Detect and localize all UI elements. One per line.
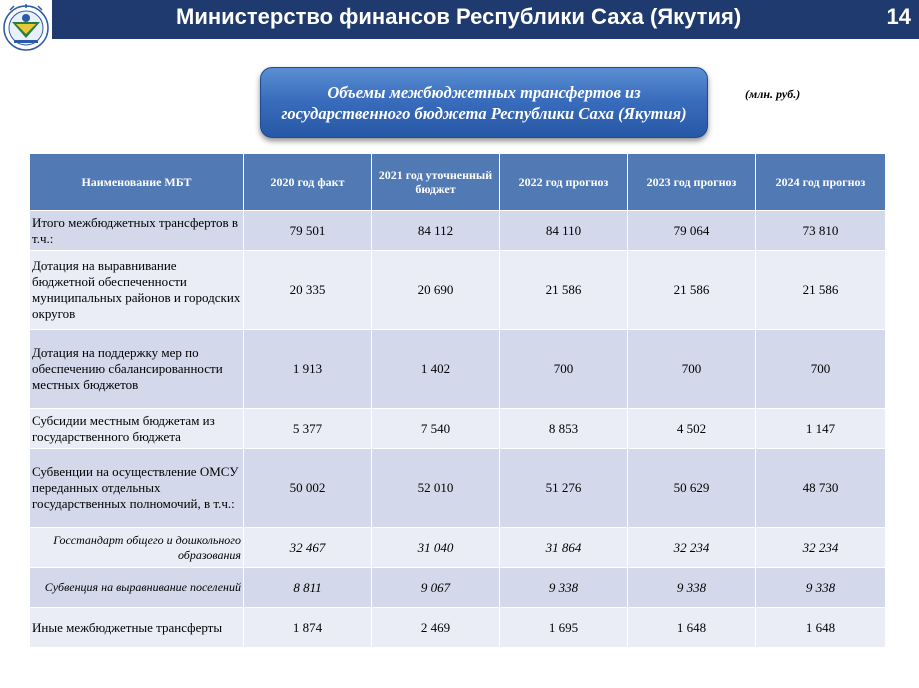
column-header: 2024 год прогноз: [756, 154, 886, 211]
column-header: 2020 год факт: [244, 154, 372, 211]
row-name: Субсидии местным бюджетам из государственного бюджета: [30, 409, 244, 449]
row-value: 51 276: [500, 449, 628, 528]
page-number: 14: [886, 4, 911, 29]
row-name: Иные межбюджетные трансферты: [30, 608, 244, 648]
row-value: 1 695: [500, 608, 628, 648]
row-value: 52 010: [372, 449, 500, 528]
row-value: 1 147: [756, 409, 886, 449]
header-title: Министерство финансов Республики Саха (Якутия): [176, 4, 742, 29]
row-value: 79 501: [244, 211, 372, 251]
row-value: 9 067: [372, 568, 500, 608]
row-value: 700: [500, 330, 628, 409]
table-row: [30, 568, 886, 608]
row-value: 1 874: [244, 608, 372, 648]
row-value: 32 234: [756, 528, 886, 568]
row-value: 48 730: [756, 449, 886, 528]
row-value: 31 864: [500, 528, 628, 568]
row-value: 21 586: [628, 251, 756, 330]
row-value: 21 586: [756, 251, 886, 330]
row-value: 21 586: [500, 251, 628, 330]
row-value: 31 040: [372, 528, 500, 568]
row-value: 20 335: [244, 251, 372, 330]
column-header: 2023 год прогноз: [628, 154, 756, 211]
row-value: 5 377: [244, 409, 372, 449]
section-title: Объемы межбюджетных трансфертов из государственного бюджета Республики Саха (Якутия): [281, 82, 687, 123]
row-value: 1 648: [756, 608, 886, 648]
row-value: 8 853: [500, 409, 628, 449]
row-value: 73 810: [756, 211, 886, 251]
row-name: Дотация на поддержку мер по обеспечению сбалансированности местных бюджетов: [30, 330, 244, 409]
column-header: Наименование МБТ: [30, 154, 244, 211]
table-row: [30, 251, 886, 330]
row-value: 1 648: [628, 608, 756, 648]
row-value: 8 811: [244, 568, 372, 608]
emblem-icon: [2, 0, 50, 62]
row-value: 1 402: [372, 330, 500, 409]
header-bar: [0, 0, 919, 39]
table-row: [30, 528, 886, 568]
section-title-banner: [260, 67, 708, 138]
row-value: 7 540: [372, 409, 500, 449]
row-value: 50 002: [244, 449, 372, 528]
table-header-row: [30, 154, 886, 211]
row-value: 9 338: [756, 568, 886, 608]
row-name: Дотация на выравнивание бюджетной обеспеченности муниципальных районов и городских округов: [30, 251, 244, 330]
table-row: [30, 608, 886, 648]
row-value: 32 234: [628, 528, 756, 568]
row-value: 9 338: [628, 568, 756, 608]
row-name: Итого межбюджетных трансфертов в т.ч.:: [30, 211, 244, 251]
row-value: 79 064: [628, 211, 756, 251]
table-row: [30, 449, 886, 528]
row-name: Субвенции на осуществление ОМСУ переданных отдельных государственных полномочий, в т.ч.:: [30, 449, 244, 528]
row-value: 32 467: [244, 528, 372, 568]
row-value: 700: [628, 330, 756, 409]
row-name: Госстандарт общего и дошкольного образования: [30, 528, 244, 568]
mbt-table: [29, 153, 886, 648]
units-label: (млн. руб.): [745, 87, 801, 101]
table-row: [30, 409, 886, 449]
row-value: 50 629: [628, 449, 756, 528]
table-row: [30, 211, 886, 251]
ministry-logo: [0, 0, 52, 64]
column-header: 2021 год уточненный бюджет: [372, 154, 500, 211]
row-value: 9 338: [500, 568, 628, 608]
row-value: 2 469: [372, 608, 500, 648]
row-value: 20 690: [372, 251, 500, 330]
row-name: Субвенция на выравнивание поселений: [30, 568, 244, 608]
column-header: 2022 год прогноз: [500, 154, 628, 211]
row-value: 4 502: [628, 409, 756, 449]
row-value: 1 913: [244, 330, 372, 409]
row-value: 84 110: [500, 211, 628, 251]
row-value: 700: [756, 330, 886, 409]
table-row: [30, 330, 886, 409]
row-value: 84 112: [372, 211, 500, 251]
